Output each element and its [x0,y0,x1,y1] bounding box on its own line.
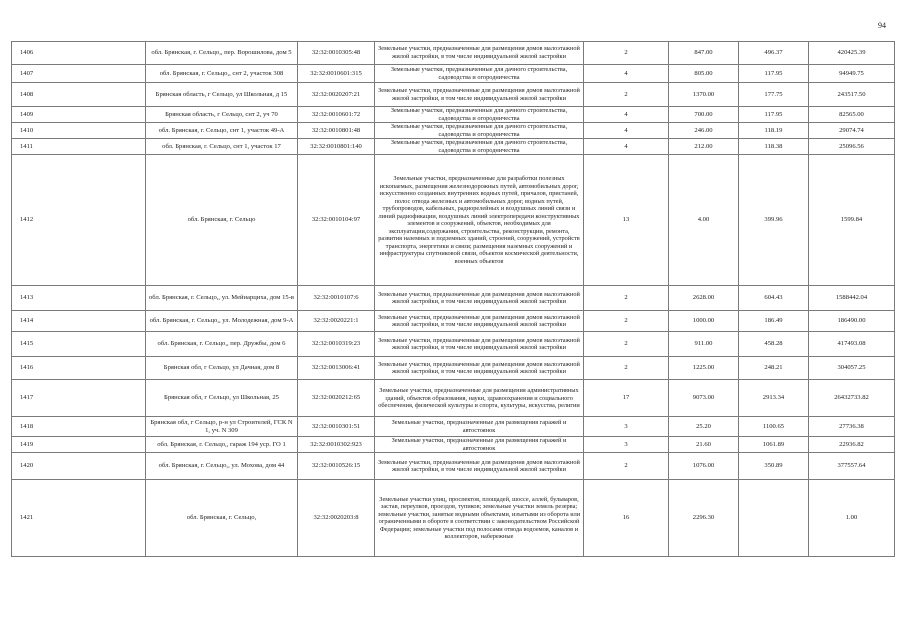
address-cell: обл. Брянская, г. Сельцо,, ул. Мейнарциха, дом 15-в [146,286,298,311]
specific-value-cell: 117.95 [739,107,809,123]
address-cell: Брянская область, г Сельцо, ул Школьная, д 15 [146,83,298,107]
use-group-cell: 4 [584,139,669,155]
address-cell: обл. Брянская, г. Сельцо,, ул. Молодежная, дом 9-А [146,311,298,332]
row-number: 1413 [12,286,146,311]
cadastral-number-cell: 32:32:0010107:6 [298,286,375,311]
cadastral-value-cell: 417493.08 [809,332,895,357]
land-use-cell: Земельные участки, предназначенные для размещения гаражей и автостоянок [375,437,584,453]
cadastral-number-cell: 32:32:0020207:21 [298,83,375,107]
land-use-cell: Земельные участки, предназначенные для размещения домов малоэтажной жилой застройки, в том числе индивидуальной жилой застройки [375,332,584,357]
cadastral-number-cell: 32:32:0010305:48 [298,42,375,65]
address-cell: обл. Брянская, г. Сельцо, снт 1, участок 49-А [146,123,298,139]
address-cell: Брянская обл, г Сельцо, ул Школьная, 25 [146,380,298,417]
address-cell: Брянская область, г Сельцо, снт 2, уч 70 [146,107,298,123]
use-group-cell: 2 [584,83,669,107]
row-number: 1415 [12,332,146,357]
cadastral-number-cell: 32:32:0020212:65 [298,380,375,417]
table-row [12,83,895,107]
specific-value-cell: 118.19 [739,123,809,139]
specific-value-cell: 177.75 [739,83,809,107]
use-group-cell: 2 [584,311,669,332]
use-group-cell: 4 [584,65,669,83]
cadastral-value-cell: 1599.84 [809,155,895,286]
table-row [12,311,895,332]
use-group-cell: 3 [584,417,669,437]
table-row [12,480,895,557]
row-number: 1416 [12,357,146,380]
specific-value-cell: 2913.34 [739,380,809,417]
cadastral-number-cell: 32:32:0010302:923 [298,437,375,453]
land-use-cell: Земельные участки, предназначенные для размещения домов малоэтажной жилой застройки, в том числе индивидуальной жилой застройки [375,357,584,380]
area-cell: 1225.00 [669,357,739,380]
use-group-cell: 3 [584,437,669,453]
page-number: 94 [878,21,886,30]
table-row [12,332,895,357]
row-number: 1414 [12,311,146,332]
address-cell: Брянская обл, г Сельцо, ул Дачная, дом 8 [146,357,298,380]
cadastral-value-cell: 26432733.82 [809,380,895,417]
address-cell: обл. Брянская, г. Сельцо, [146,480,298,557]
address-cell: обл. Брянская, г. Сельцо,, пер. Дружбы, дом 6 [146,332,298,357]
row-number: 1408 [12,83,146,107]
cadastral-number-cell: 32:32:0010319:23 [298,332,375,357]
row-number: 1417 [12,380,146,417]
cadastral-value-cell: 27736.38 [809,417,895,437]
use-group-cell: 16 [584,480,669,557]
land-use-cell: Земельные участки, предназначенные для дачного строительства, садоводства и огородничества [375,123,584,139]
table-row [12,123,895,139]
cadastral-number-cell: 32:32:0010801:140 [298,139,375,155]
specific-value-cell: 118.38 [739,139,809,155]
cadastral-number-cell: 32:32:0010801:48 [298,123,375,139]
cadastral-number-cell: 32:32:0013006:41 [298,357,375,380]
land-use-cell: Земельные участки, предназначенные для дачного строительства, садоводства и огородничества [375,65,584,83]
row-number: 1410 [12,123,146,139]
cadastral-value-cell: 1.00 [809,480,895,557]
cadastral-value-cell: 94949.75 [809,65,895,83]
specific-value-cell: 186.49 [739,311,809,332]
land-use-cell: Земельные участки, предназначенные для размещения домов малоэтажной жилой застройки, в том числе индивидуальной жилой застройки [375,453,584,480]
cadastral-number-cell: 32:32:0010526:15 [298,453,375,480]
land-use-cell: Земельные участки, предназначенные для размещения домов малоэтажной жилой застройки, в том числе индивидуальной жилой застройки [375,286,584,311]
land-use-cell: Земельные участки, предназначенные для дачного строительства, садоводства и огородничества [375,107,584,123]
row-number: 1412 [12,155,146,286]
area-cell: 847.00 [669,42,739,65]
use-group-cell: 2 [584,286,669,311]
area-cell: 4.00 [669,155,739,286]
row-number: 1418 [12,417,146,437]
address-cell: обл. Брянская, г. Сельцо,, гараж 194 уср. ГО 1 [146,437,298,453]
row-number: 1419 [12,437,146,453]
area-cell: 1370.00 [669,83,739,107]
area-cell: 212.00 [669,139,739,155]
address-cell: Брянская обл, г Сельцо, р-н ул Строителей, ГСК N 1, уч. N 309 [146,417,298,437]
table-row [12,286,895,311]
row-number: 1421 [12,480,146,557]
specific-value-cell: 350.89 [739,453,809,480]
use-group-cell: 2 [584,357,669,380]
area-cell: 2296.30 [669,480,739,557]
cadastral-value-cell: 420425.39 [809,42,895,65]
land-use-cell: Земельные участки, предназначенные для разработки полезных ископаемых, размещения железнодорожных путей, автомобильных дорог, искусственно созданных внутренних водных путей, причалов, пристаней, полос отвода железных и автомобильных дорог, водных путей, трубопроводов, кабельных, радиорелейных и воздушных линий связи и линий радиофикации, воздушных линий электропередачи конструктивных элементов и сооружений, объектов, необходимых для эксплуатации,содержания, строительства, реконструкции, ремонта, развития наземных и подземных зданий, строений, сооружений, устройств транспорта, энергетики и связи; размещения наземных сооружений и инфраструктуры спутниковой связи, объектов космической деятельности, военных объектов [375,155,584,286]
cadastral-number-cell: 32:32:0020221:1 [298,311,375,332]
area-cell: 21.60 [669,437,739,453]
area-cell: 700.00 [669,107,739,123]
address-cell: обл. Брянская, г. Сельцо, снт 1, участок 17 [146,139,298,155]
row-number: 1406 [12,42,146,65]
area-cell: 25.20 [669,417,739,437]
use-group-cell: 4 [584,107,669,123]
table-row [12,380,895,417]
area-cell: 2628.00 [669,286,739,311]
table-row [12,65,895,83]
cadastral-value-cell: 29074.74 [809,123,895,139]
area-cell: 805.00 [669,65,739,83]
use-group-cell: 13 [584,155,669,286]
table-row [12,139,895,155]
specific-value-cell: 117.95 [739,65,809,83]
land-use-cell: Земельные участки, предназначенные для размещения гаражей и автостоянок [375,417,584,437]
use-group-cell: 2 [584,332,669,357]
specific-value-cell: 604.43 [739,286,809,311]
row-number: 1409 [12,107,146,123]
land-use-cell: Земельные участки улиц, проспектов, площадей, шоссе, аллей, бульваров, застав, переулков, проездов, тупиков; земельные участки земель резерва; земельные участки, занятые водными объектами, изъятыми из оборота или ограниченными в обороте в соответствии с законодательством Российской Федерации; земельные участки под полосами отвода водоемов, каналов и коллекторов, набережные [375,480,584,557]
land-use-cell: Земельные участки, предназначенные для размещения домов малоэтажной жилой застройки, в том числе индивидуальной жилой застройки [375,42,584,65]
cadastral-number-cell: 32:32:0010601:315 [298,65,375,83]
row-number: 1411 [12,139,146,155]
specific-value-cell: 399.96 [739,155,809,286]
use-group-cell: 17 [584,380,669,417]
table-row [12,357,895,380]
cadastral-number-cell: 32:32:0010601:72 [298,107,375,123]
use-group-cell: 4 [584,123,669,139]
row-number: 1420 [12,453,146,480]
cadastral-value-cell: 186490.00 [809,311,895,332]
area-cell: 1000.00 [669,311,739,332]
use-group-cell: 2 [584,42,669,65]
area-cell: 911.00 [669,332,739,357]
table-row [12,107,895,123]
specific-value-cell: 1100.65 [739,417,809,437]
row-number: 1407 [12,65,146,83]
cadastral-number-cell: 32:32:0010301:51 [298,417,375,437]
area-cell: 246.00 [669,123,739,139]
cadastral-value-cell: 377557.64 [809,453,895,480]
cadastral-value-cell: 1588442.04 [809,286,895,311]
land-use-cell: Земельные участки, предназначенные для дачного строительства, садоводства и огородничества [375,139,584,155]
address-cell: обл. Брянская, г. Сельцо,, ул. Мохова, дом 44 [146,453,298,480]
address-cell: обл. Брянская, г. Сельцо [146,155,298,286]
specific-value-cell: 458.28 [739,332,809,357]
cadastral-number-cell: 32:32:0010104:97 [298,155,375,286]
table-row [12,42,895,65]
land-use-cell: Земельные участки, предназначенные для размещения домов малоэтажной жилой застройки, в том числе индивидуальной жилой застройки [375,311,584,332]
specific-value-cell: 248.21 [739,357,809,380]
land-use-cell: Земельные участки, предназначенные для размещения домов малоэтажной жилой застройки, в том числе индивидуальной жилой застройки [375,83,584,107]
area-cell: 1076.00 [669,453,739,480]
cadastral-value-cell: 82565.00 [809,107,895,123]
cadastral-number-cell: 32:32:0020203:8 [298,480,375,557]
table-row [12,155,895,286]
table-row [12,453,895,480]
area-cell: 9073.00 [669,380,739,417]
specific-value-cell: 496.37 [739,42,809,65]
address-cell: обл. Брянская, г. Сельцо,, пер. Ворошилова, дом 5 [146,42,298,65]
specific-value-cell: 1061.89 [739,437,809,453]
use-group-cell: 2 [584,453,669,480]
cadastral-value-cell: 304057.25 [809,357,895,380]
cadastral-value-cell: 25096.56 [809,139,895,155]
table-row [12,437,895,453]
cadastral-value-cell: 243517.50 [809,83,895,107]
address-cell: обл. Брянская, г. Сельцо,, снт 2, участок 308 [146,65,298,83]
table-body [12,42,895,557]
specific-value-cell [739,480,809,557]
land-use-cell: Земельные участки, предназначенные для размещения административных зданий, объектов образования, науки, здравоохранения и социального обеспечения, физической культуры и спорта, культуры, искусства, религии [375,380,584,417]
land-cadastral-value-table [11,41,895,557]
cadastral-value-cell: 22936.82 [809,437,895,453]
table-row [12,417,895,437]
